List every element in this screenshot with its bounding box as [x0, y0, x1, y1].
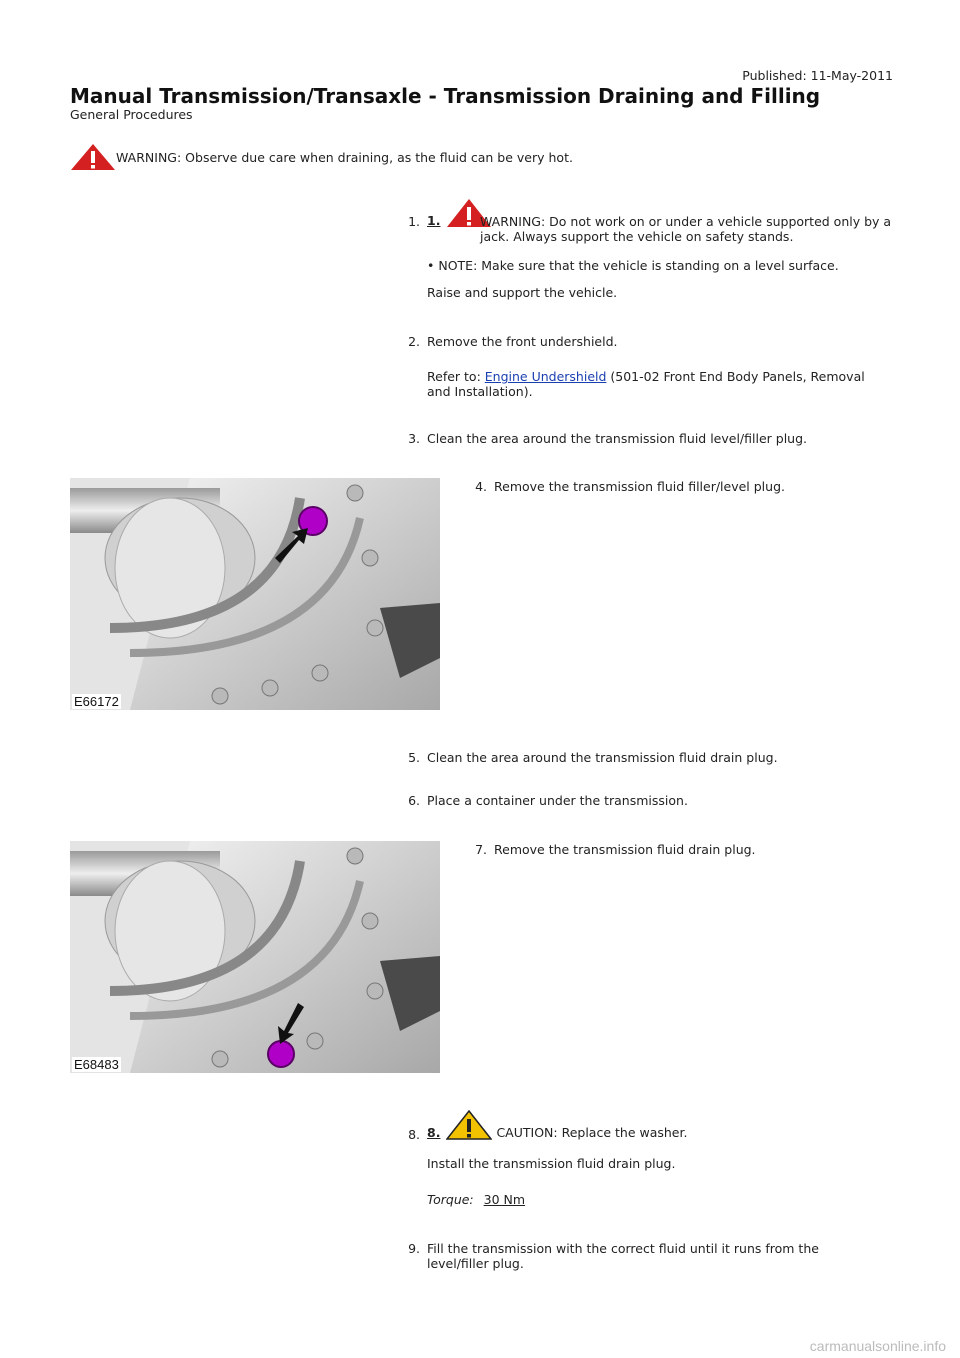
step-6-number: 6. — [408, 793, 420, 808]
drain-plug-highlight — [268, 1041, 294, 1067]
step-7-number: 7. — [475, 842, 487, 857]
step-7-text: Remove the transmission fluid drain plug. — [494, 842, 756, 857]
general-warning-text: WARNING: Observe due care when draining, as the fluid can be very hot. — [116, 149, 573, 165]
transmission-illustration — [70, 841, 440, 1073]
figure-filler-plug — [70, 478, 440, 710]
step-1-warning: WARNING: Do not work on or under a vehicle supported only by a jack. Always support the vehicle on safety stands. — [480, 214, 892, 244]
step-9-number: 9. — [408, 1241, 420, 1256]
step-4-number: 4. — [475, 479, 487, 494]
step-1-number: 1. — [408, 214, 420, 229]
step-5-text: Clean the area around the transmission fluid drain plug. — [427, 750, 778, 765]
figure-label-1: E66172 — [74, 694, 119, 709]
step-8-inline-number: 8. — [427, 1125, 441, 1140]
step-1-warning-line — [480, 214, 900, 244]
step-9-text: Fill the transmission with the correct fluid until it runs from the level/filler plug. — [427, 1241, 819, 1271]
watermark: carmanualsonline.info — [809, 1338, 946, 1354]
engine-undershield-link[interactable]: Engine Undershield — [484, 369, 607, 384]
figure-label-2: E68483 — [74, 1057, 119, 1072]
general-warning — [70, 143, 573, 171]
torque-value: 30 Nm — [483, 1192, 526, 1207]
step-1-inline-number: 1. — [427, 213, 441, 228]
step-8-caution: CAUTION: Replace the washer. — [496, 1125, 688, 1140]
caution-icon — [446, 1110, 492, 1140]
refer-prefix: Refer to: — [427, 369, 485, 384]
torque-label: Torque: — [427, 1192, 474, 1207]
step-2-reference — [427, 369, 867, 399]
step-3-text: Clean the area around the transmission fluid level/filler plug. — [427, 431, 807, 446]
step-5-number: 5. — [408, 750, 420, 765]
step-2-number: 2. — [408, 334, 420, 349]
step-4-text: Remove the transmission fluid filler/level plug. — [494, 479, 785, 494]
published-date: Published: 11-May-2011 — [742, 68, 893, 83]
refer-suffix: (501-02 Front End Body Panels, Removal and Installation). — [427, 369, 865, 399]
warning-icon — [70, 143, 116, 171]
figure-drain-plug — [70, 841, 440, 1073]
step-8-torque — [427, 1192, 897, 1207]
step-3-number: 3. — [408, 431, 420, 446]
transmission-illustration — [70, 478, 440, 710]
step-8-text: Install the transmission fluid drain plug. — [427, 1156, 676, 1171]
step-6-text: Place a container under the transmission. — [427, 793, 688, 808]
page-subtitle: General Procedures — [70, 107, 193, 122]
step-2-text: Remove the front undershield. — [427, 334, 618, 349]
step-8-header — [427, 1110, 897, 1140]
step-1-text: Raise and support the vehicle. — [427, 285, 618, 300]
step-1-note: • NOTE: Make sure that the vehicle is standing on a level surface. — [427, 258, 839, 273]
step-8-number: 8. — [408, 1127, 420, 1142]
page-title: Manual Transmission/Transaxle - Transmission Draining and Filling — [70, 84, 821, 108]
